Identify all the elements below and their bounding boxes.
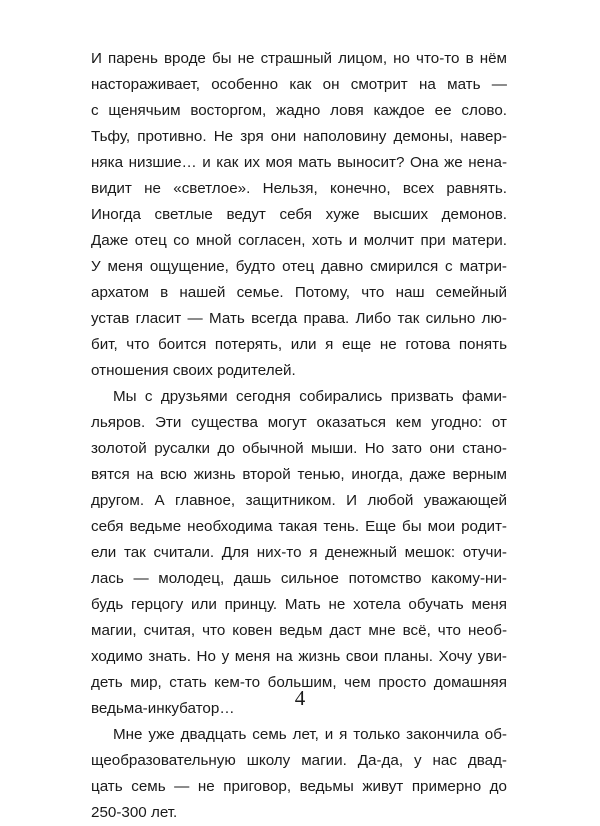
text-line: бит, что боится потерять, или я еще не готова понять [91, 336, 507, 353]
text-line: лась — молодец, дашь сильное потомство какому-ни- [91, 570, 507, 587]
text-line: устав гласит — Мать всегда права. Либо так сильно лю- [91, 310, 507, 327]
text-line: с щенячьим восторгом, жадно ловя каждое ее слово. [91, 102, 507, 119]
text-line: архатом в нашей семье. Потому, что наш семейный [91, 284, 507, 301]
text-line: видит не «светлое». Нельзя, конечно, всех равнять. [91, 180, 507, 197]
text-line: И парень вроде бы не страшный лицом, но что-то в нём [91, 50, 507, 67]
text-line: вятся на всю жизнь второй тенью, иногда, даже верным [91, 466, 507, 483]
text-line: золотой русалки до обычной мыши. Но зато они стано- [91, 440, 507, 457]
text-line: 250-300 лет. [91, 804, 178, 821]
text-line: Иногда светлые ведут себя хуже высших демонов. [91, 206, 507, 223]
text-line: другом. А главное, защитником. И любой уважающей [91, 492, 507, 509]
text-line: Тьфу, противно. Не зря они наполовину демоны, навер- [91, 128, 507, 145]
text-line: ели так считали. Для них-то я денежный мешок: отучи- [91, 544, 507, 561]
text-line: цать семь — не приговор, ведьмы живут примерно до [91, 778, 507, 795]
text-line: щеобразовательную школу магии. Да-да, у нас двад- [91, 752, 507, 769]
page-number: 4 [294, 686, 306, 710]
text-line: настораживает, особенно как он смотрит на мать — [91, 76, 507, 93]
text-line: деть мир, стать кем-то большим, чем просто домашняя [91, 674, 507, 691]
text-line: Мы с друзьями сегодня собирались призвать фами- [113, 388, 507, 405]
text-line: льяров. Эти существа могут оказаться кем угодно: от [91, 414, 507, 431]
text-line: магии, считая, что ковен ведьм даст мне всё, что необ- [91, 622, 507, 639]
text-line: У меня ощущение, будто отец давно смирился с матри- [91, 258, 507, 275]
text-line: Даже отец со мной согласен, хоть и молчит при матери. [91, 232, 507, 249]
text-line: себя ведьме необходима такая тень. Еще бы мои родит- [91, 518, 507, 535]
text-line: будь герцогу или принцу. Мать не хотела обучать меня [91, 596, 507, 613]
text-line: ходимо знать. Но у меня на жизнь свои планы. Хочу уви- [91, 648, 507, 665]
text-line: ведьма-инкубатор… [91, 700, 235, 717]
text-line: няка низшие… и как их моя мать выносит? Она же нена- [91, 154, 507, 171]
text-line: отношения своих родителей. [91, 362, 296, 379]
text-line: Мне уже двадцать семь лет, и я только закончила об- [113, 726, 507, 743]
